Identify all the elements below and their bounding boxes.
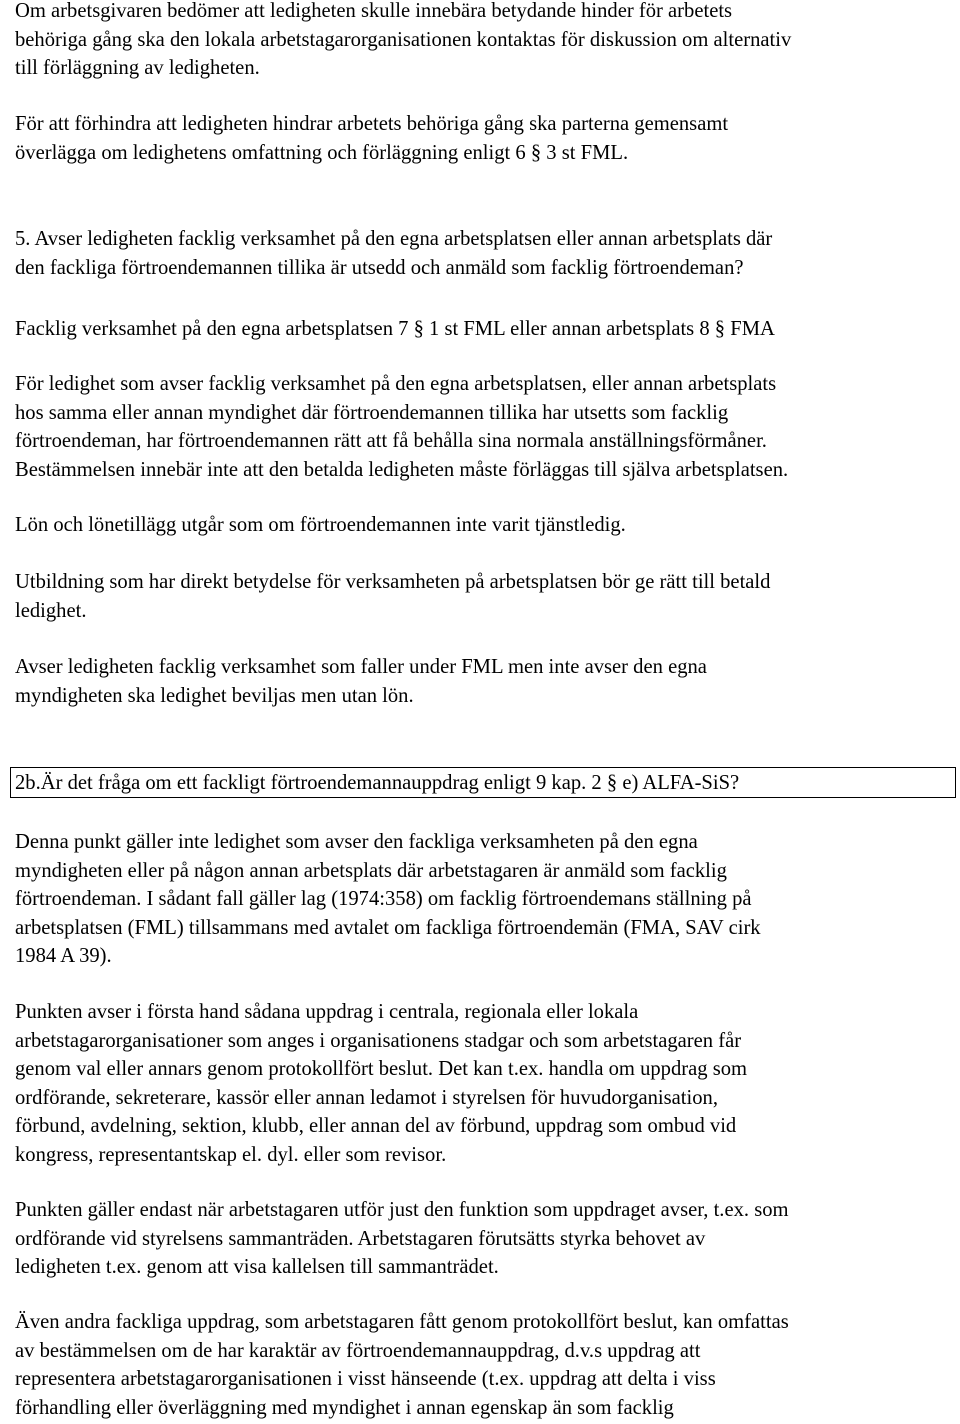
text-line: För ledighet som avser facklig verksamhet på den egna arbetsplatsen, eller annan arbetsplats [15,373,777,395]
section-heading-text: 2b.Är det fråga om ett fackligt förtroendemannauppdrag enligt 9 kap. 2 § e) ALFA-SiS? [15,772,740,794]
paragraph-arbetsgivaren [15,0,950,83]
text-line: Bestämmelsen innebär inte att den betalda ledigheten måste förläggas till själva arbetsplatsen. [15,458,789,481]
text-line: representera arbetstagarorganisationen i visst hänseende (t.ex. uppdrag att delta i viss [15,1368,716,1390]
text-line: Lön och lönetillägg utgår som om förtroendemannen inte varit tjänstledig. [15,514,626,536]
text-line: Denna punkt gäller inte ledighet som avser den fackliga verksamheten på den egna [15,831,698,853]
text-line: förtroendeman, har förtroendemannen rätt att få behålla sina normala anställningsförmåner. [15,430,767,452]
text-line: till förläggning av ledigheten. [15,57,260,79]
text-line: förbund, avdelning, sektion, klubb, eller annan del av förbund, uppdrag som ombud vid [15,1115,737,1137]
text-line: Även andra fackliga uppdrag, som arbetstagaren fått genom protokollfört beslut, kan omfattas [15,1311,789,1333]
text-line: hos samma eller annan myndighet där förtroendemannen tillika har utsetts som facklig [15,401,729,424]
text-line: Punkten avser i första hand sådana uppdrag i centrala, regionala eller lokala [15,1001,639,1023]
text-line: förtroendeman. I sådant fall gäller lag (1974:358) om facklig förtroendemans ställning på [15,888,752,910]
paragraph-utbildning [15,568,950,625]
text-line: Avser ledigheten facklig verksamhet som faller under FML men inte avser den egna [15,656,707,678]
text-line: behöriga gång ska den lokala arbetstagarorganisationen kontaktas för diskussion om alternativ [15,28,792,51]
text-line: den fackliga förtroendemannen tillika är utsedd och anmäld som facklig förtroendeman? [15,256,744,279]
paragraph-punkten-galler [15,1196,950,1282]
text-line: För att förhindra att ledigheten hindrar arbetets behöriga gång ska parterna gemensamt [15,113,729,135]
paragraph-ledighet-facklig [15,370,950,484]
text-line: arbetsplatsen (FML) tillsammans med avtalet om fackliga förtroendemän (FMA, SAV cirk [15,916,761,939]
paragraph-denna-punkt [15,828,950,971]
text-line: överlägga om ledighetens omfattning och förläggning enligt 6 § 3 st FML. [15,141,629,164]
paragraph-fml-utan-lon [15,653,950,710]
section-heading-box [10,767,956,798]
text-line: Facklig verksamhet på den egna arbetsplatsen 7 § 1 st FML eller annan arbetsplats 8 § FMA [15,318,775,340]
text-line: myndigheten ska ledighet beviljas men utan lön. [15,684,414,707]
text-line: Utbildning som har direkt betydelse för verksamheten på arbetsplatsen bör ge rätt till betald [15,571,771,593]
paragraph-lon [15,511,950,540]
section-heading-2b [15,769,950,798]
text-line: Om arbetsgivaren bedömer att ledigheten skulle innebära betydande hinder för arbetets [15,0,733,22]
text-line: ordförande vid styrelsens sammanträden. Arbetstagaren förutsätts styrka behovet av [15,1227,706,1250]
text-line: genom val eller annars genom protokollfört beslut. Det kan t.ex. handla om uppdrag som [15,1058,748,1080]
text-line: ordförande, sekreterare, kassör eller annan ledamot i styrelsen för huvudorganisation, [15,1086,718,1109]
paragraph-punkten-avser [15,998,950,1169]
text-line: förhandling eller överläggning med myndighet i annan egenskap än som facklig [15,1396,674,1419]
text-line: ledighet. [15,599,87,622]
text-line: ledigheten t.ex. genom att visa kallelsen till sammanträdet. [15,1256,499,1278]
text-line: arbetstagarorganisationer som anges i organisationens stadgar och som arbetstagaren får [15,1029,742,1052]
paragraph-facklig-verksamhet [15,315,950,344]
text-line: 5. Avser ledigheten facklig verksamhet på den egna arbetsplatsen eller annan arbetsplats där [15,228,773,250]
text-line: Punkten gäller endast när arbetstagaren utför just den funktion som uppdraget avser, t.ex. som [15,1199,789,1221]
paragraph-forhindra [15,110,950,167]
text-line: myndigheten eller på någon annan arbetsplats där arbetstagaren är anmäld som facklig [15,859,727,882]
text-line: kongress, representantskap el. dyl. eller som revisor. [15,1143,447,1166]
text-line: av bestämmelsen om de har karaktär av förtroendemannauppdrag, d.v.s uppdrag att [15,1339,701,1362]
question-5 [15,225,950,282]
paragraph-aven-andra [15,1308,950,1422]
text-line: 1984 A 39). [15,945,112,967]
